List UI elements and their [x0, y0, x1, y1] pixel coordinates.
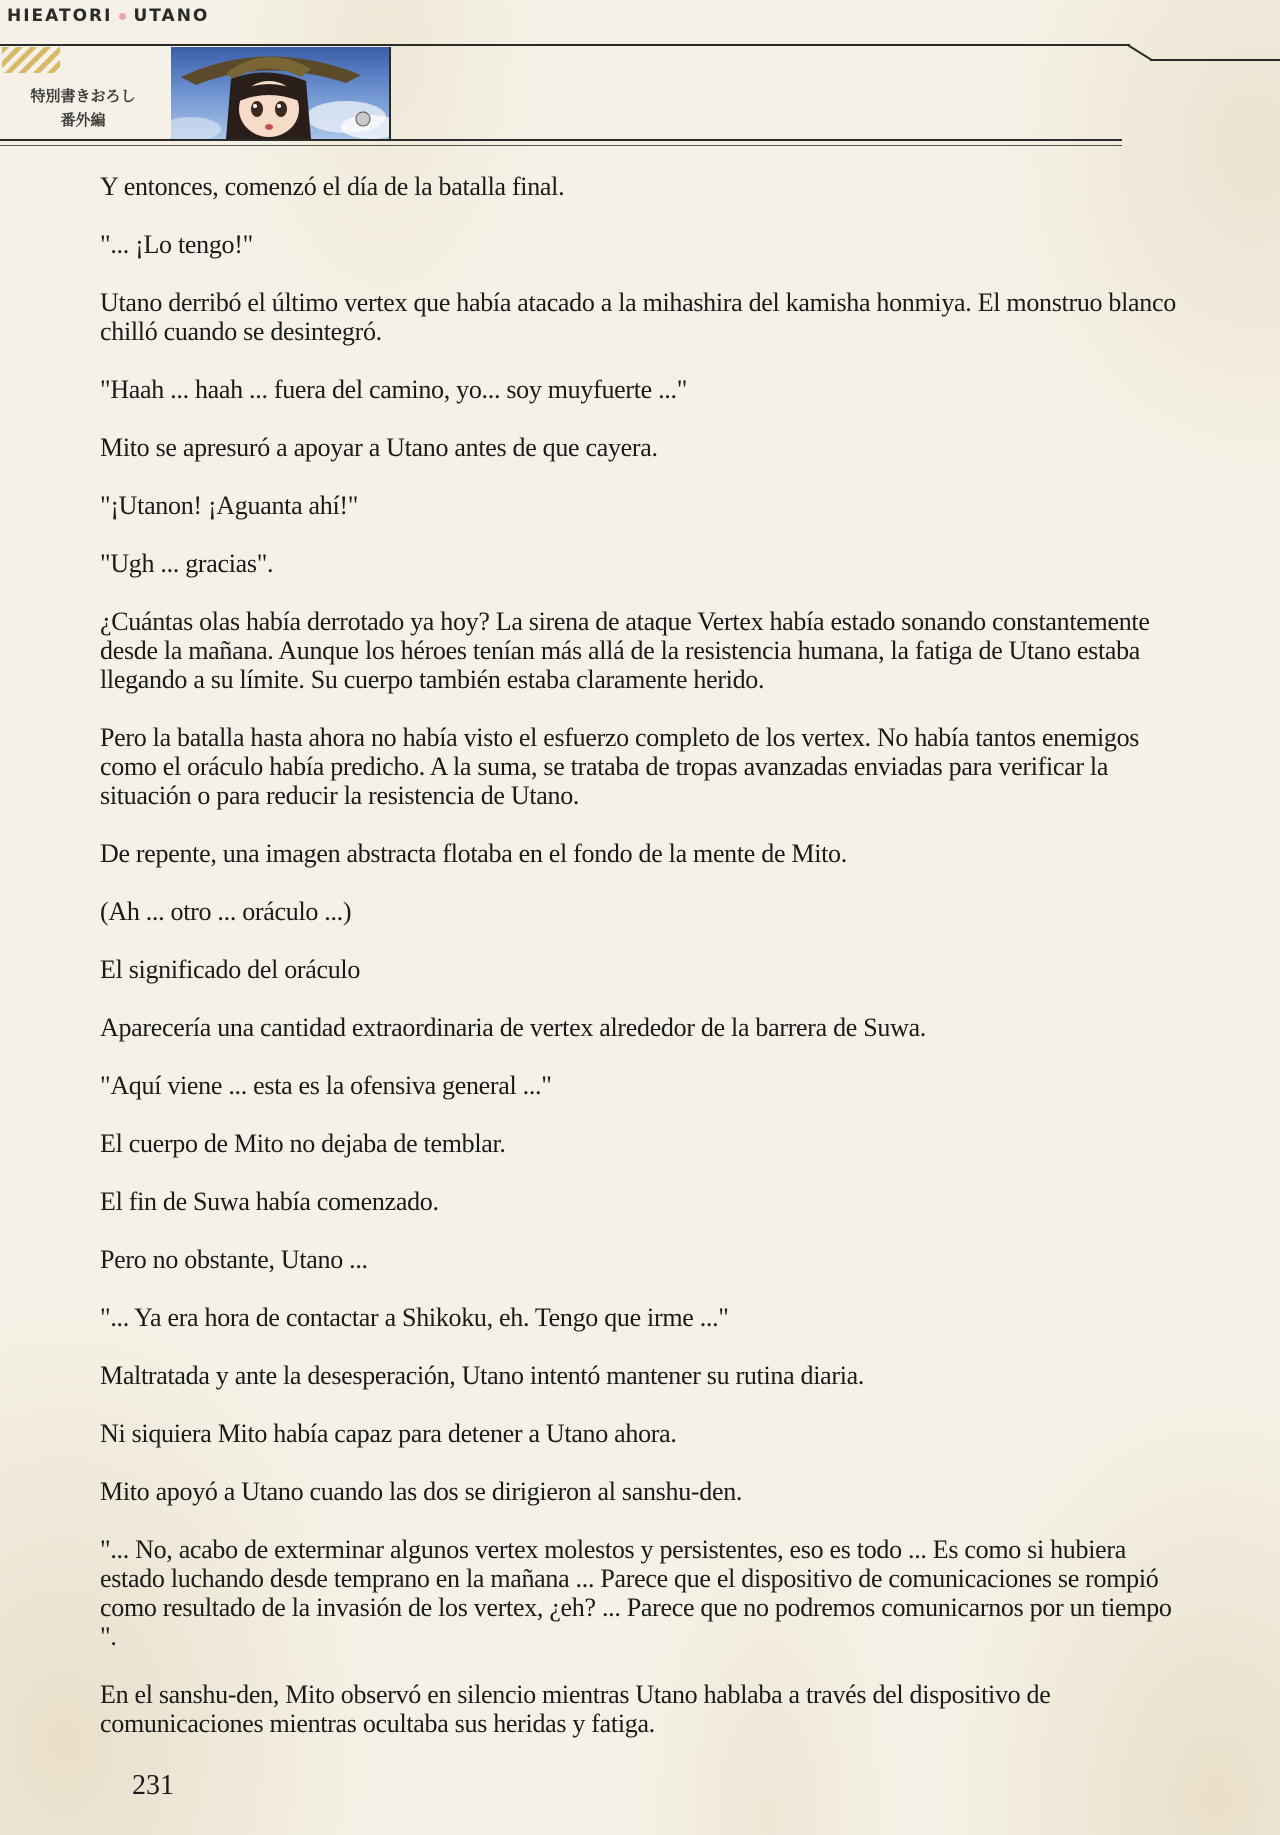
page-number: 231	[132, 1770, 174, 1801]
paragraph: En el sanshu-den, Mito observó en silencio mientras Utano hablaba a través del dispositivo de comunicaciones mientras ocultaba sus heridas y fatiga.	[100, 1680, 1051, 1738]
brand-right: UTANO	[133, 6, 210, 26]
header-bottom-rule	[0, 139, 1122, 141]
paragraph: "Aquí viene ... esta es la ofensiva general ..."	[100, 1071, 552, 1100]
character-illustration-icon	[171, 47, 389, 139]
book-title	[7, 6, 209, 26]
chapter-label-line1: 特別書きおろし	[30, 87, 136, 105]
paragraph: Pero la batalla hasta ahora no había visto el esfuerzo completo de los vertex. No había tantos enemigos como el oráculo había predicho. A la suma, se trataba de tropas avanzadas enviadas para verificar la situación o para reducir la resistencia de Utano.	[100, 723, 1140, 810]
pink-dot-icon	[119, 13, 126, 20]
paragraph: De repente, una imagen abstracta flotaba en el fondo de la mente de Mito.	[100, 839, 847, 868]
body-text	[100, 172, 1190, 1767]
paragraph: "... No, acabo de exterminar algunos vertex molestos y persistentes, eso es todo ... Es como si hubiera estado luchando desde temprano en la mañana ... Parece que el dispositivo de comunicaciones se rompió como resultado de la invasión de los vertex, ¿eh? ... Parece que no podremos comunicarnos por un tiempo ".	[100, 1535, 1172, 1651]
paragraph: "Haah ... haah ... fuera del camino, yo... soy muyfuerte ..."	[100, 375, 688, 404]
paragraph: "... ¡Lo tengo!"	[100, 230, 253, 259]
paragraph: Mito apoyó a Utano cuando las dos se dirigieron al sanshu-den.	[100, 1477, 743, 1506]
paragraph: Aparecería una cantidad extraordinaria de vertex alrededor de la barrera de Suwa.	[100, 1013, 927, 1042]
paragraph: "¡Utanon! ¡Aguanta ahí!"	[100, 491, 359, 520]
stripe-ornament-icon	[2, 47, 60, 73]
paragraph: "... Ya era hora de contactar a Shikoku, eh. Tengo que irme ..."	[100, 1303, 729, 1332]
paragraph: El significado del oráculo	[100, 955, 361, 984]
header-rule-bend	[1127, 44, 1152, 61]
header-illustration	[171, 47, 391, 139]
paragraph: (Ah ... otro ... oráculo ...)	[100, 897, 352, 926]
paragraph: ¿Cuántas olas había derrotado ya hoy? La sirena de ataque Vertex había estado sonando constantemente desde la mañana. Aunque los héroes tenían más allá de la resistencia humana, la fatiga de Utano estaba llegando a su límite. Su cuerpo también estaba claramente herido.	[100, 607, 1150, 694]
chapter-label-line2: 番外編	[60, 111, 106, 129]
paragraph: Utano derribó el último vertex que había atacado a la mihashira del kamisha honmiya. El monstruo blanco chilló cuando se desintegró.	[100, 288, 1176, 346]
paragraph: "Ugh ... gracias".	[100, 549, 274, 578]
paragraph: El cuerpo de Mito no dejaba de temblar.	[100, 1129, 506, 1158]
header-rule-end	[1150, 59, 1280, 61]
brand-left: HIEATORI	[7, 6, 113, 26]
paragraph: Maltratada y ante la desesperación, Utano intentó mantener su rutina diaria.	[100, 1361, 865, 1390]
paragraph: Mito se apresuró a apoyar a Utano antes de que cayera.	[100, 433, 658, 462]
page-header	[0, 0, 1280, 160]
paragraph: El fin de Suwa había comenzado.	[100, 1187, 439, 1216]
header-bottom-rule-thin	[0, 145, 1122, 146]
paragraph: Ni siquiera Mito había capaz para detener a Utano ahora.	[100, 1419, 677, 1448]
header-top-rule	[0, 44, 1130, 46]
paragraph: Pero no obstante, Utano ...	[100, 1245, 368, 1274]
chapter-label	[18, 84, 148, 132]
paragraph: Y entonces, comenzó el día de la batalla final.	[100, 172, 565, 201]
